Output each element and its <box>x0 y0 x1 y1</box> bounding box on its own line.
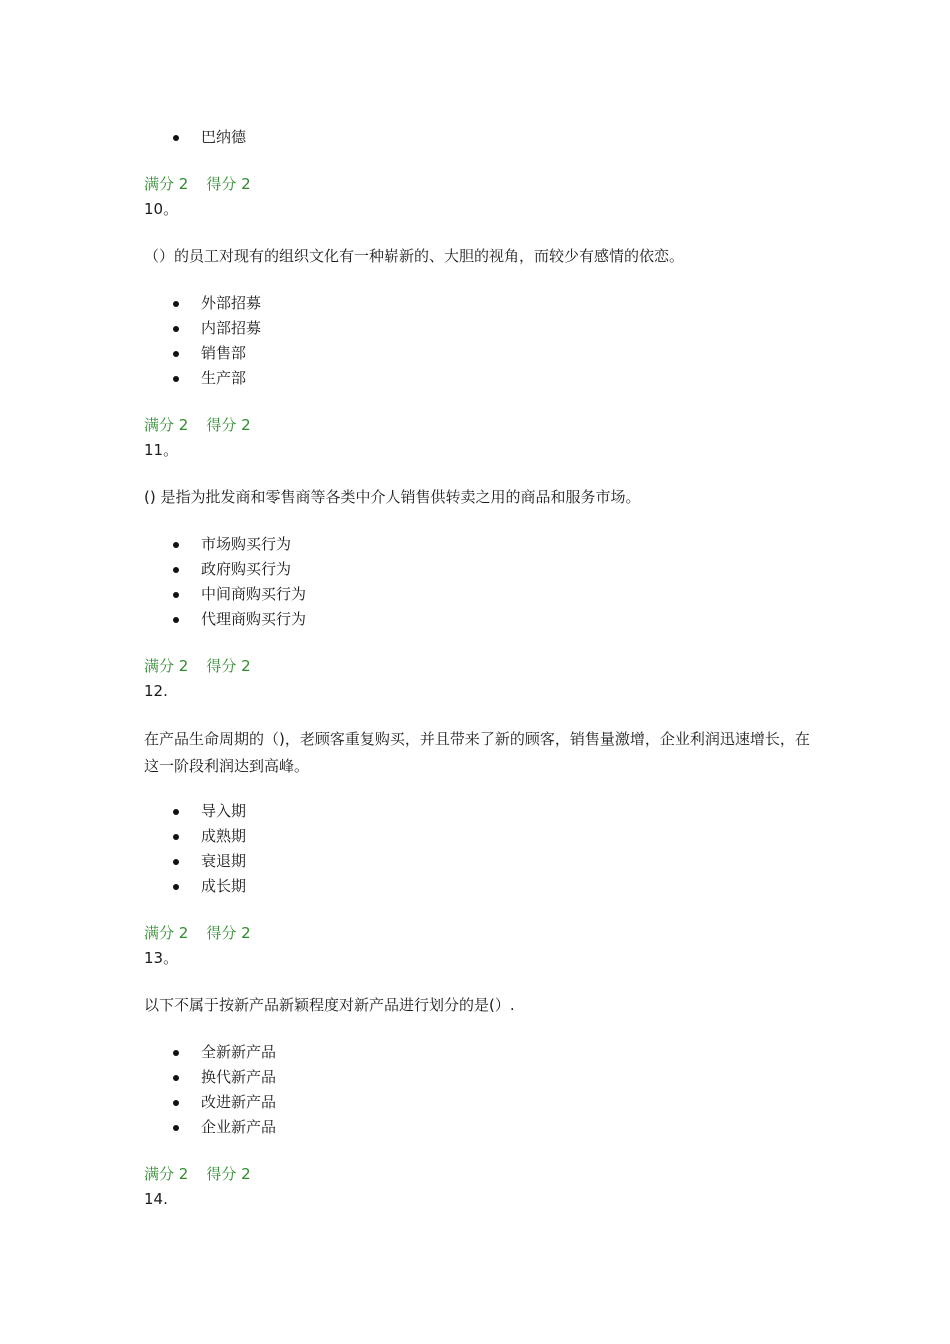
option-item: 衰退期 <box>144 849 246 874</box>
question-number: 10。 <box>144 200 179 218</box>
question-number: 13。 <box>144 949 179 967</box>
question-number: 11。 <box>144 441 179 459</box>
earned-score: 得分 2 <box>206 657 251 675</box>
option-list <box>144 799 246 899</box>
question-text: （）的员工对现有的组织文化有一种崭新的、大胆的视角，而较少有感情的依恋。 <box>144 247 685 265</box>
option-item: 内部招募 <box>144 316 261 341</box>
question-text: () 是指为批发商和零售商等各类中介人销售供转卖之用的商品和服务市场。 <box>144 488 641 506</box>
question-number: 14. <box>144 1190 168 1208</box>
score-line <box>144 921 251 946</box>
option-item: 巴纳德 <box>144 125 246 150</box>
option-item: 市场购买行为 <box>144 532 306 557</box>
earned-score: 得分 2 <box>206 924 251 942</box>
option-item: 导入期 <box>144 799 246 824</box>
question-number: 12. <box>144 682 168 700</box>
earned-score: 得分 2 <box>206 416 251 434</box>
score-line <box>144 654 251 679</box>
full-score: 满分 2 <box>144 657 189 675</box>
option-item: 企业新产品 <box>144 1115 276 1140</box>
option-list <box>144 1040 276 1140</box>
score-line <box>144 1162 251 1187</box>
option-item: 外部招募 <box>144 291 261 316</box>
earned-score: 得分 2 <box>206 1165 251 1183</box>
score-line <box>144 413 251 438</box>
option-item: 换代新产品 <box>144 1065 276 1090</box>
score-line <box>144 172 251 197</box>
option-item: 改进新产品 <box>144 1090 276 1115</box>
option-item: 成熟期 <box>144 824 246 849</box>
option-list <box>144 125 246 150</box>
option-item: 成长期 <box>144 874 246 899</box>
full-score: 满分 2 <box>144 175 189 193</box>
option-list <box>144 291 261 391</box>
earned-score: 得分 2 <box>206 175 251 193</box>
option-list <box>144 532 306 632</box>
full-score: 满分 2 <box>144 924 189 942</box>
full-score: 满分 2 <box>144 416 189 434</box>
question-text: 以下不属于按新产品新颖程度对新产品进行划分的是(）. <box>144 996 515 1014</box>
option-item: 全新新产品 <box>144 1040 276 1065</box>
option-item: 生产部 <box>144 366 261 391</box>
option-item: 中间商购买行为 <box>144 582 306 607</box>
option-item: 销售部 <box>144 341 261 366</box>
full-score: 满分 2 <box>144 1165 189 1183</box>
option-item: 政府购买行为 <box>144 557 306 582</box>
question-text: 在产品生命周期的（)，老顾客重复购买，并且带来了新的顾客，销售量激增，企业利润迅速增长，在这一阶段利润达到高峰。 <box>144 730 810 775</box>
option-item: 代理商购买行为 <box>144 607 306 632</box>
